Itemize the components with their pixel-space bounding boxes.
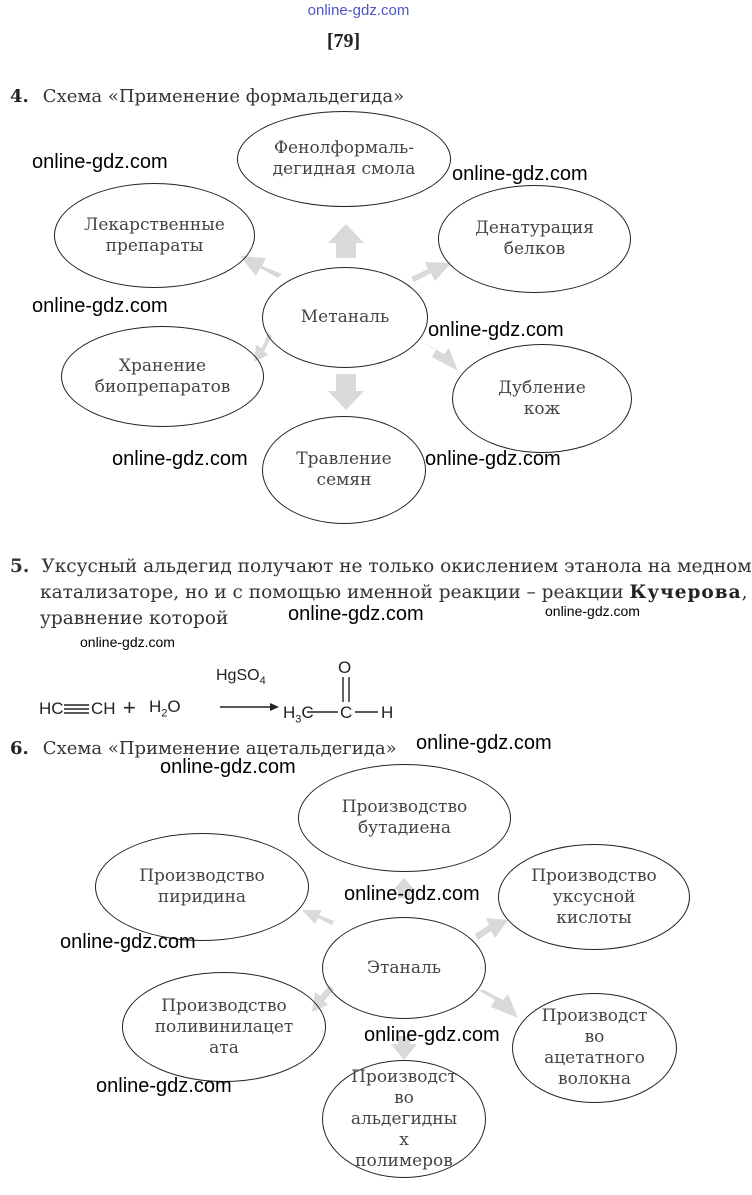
product-ch3 bbox=[283, 703, 314, 725]
kucherov-name: Кучерова bbox=[629, 582, 742, 603]
node-polymers-line-5: полимеров bbox=[355, 1150, 453, 1171]
node-acetic-acid bbox=[498, 844, 690, 950]
watermark: online-gdz.com bbox=[364, 1024, 500, 1046]
node-butadiene bbox=[298, 764, 511, 872]
node-medicine-line-2: препараты bbox=[105, 235, 204, 256]
plus-sign: + bbox=[123, 695, 136, 720]
reaction-arrow-head bbox=[270, 703, 279, 711]
node-phenol-resin bbox=[237, 111, 451, 207]
ch3-h: H bbox=[283, 703, 296, 722]
center-methanal bbox=[262, 267, 428, 368]
node-aldehyde-polymers bbox=[322, 1060, 486, 1178]
node-seeds-line-1: Травление bbox=[296, 449, 392, 469]
task5-line-2: катализаторе, но и с помощью именной реакции – реакции bbox=[40, 582, 630, 603]
task5-number: 5. bbox=[10, 556, 30, 577]
watermark: online-gdz.com bbox=[32, 295, 168, 317]
task6-number: 6. bbox=[10, 738, 29, 759]
node-storage-line-2: биопрепаратов bbox=[94, 376, 231, 397]
node-polymers-line-2: во bbox=[394, 1087, 414, 1108]
task4-title: Схема «Применение формальдегида» bbox=[42, 86, 405, 107]
watermark: online-gdz.com bbox=[428, 319, 564, 341]
node-seeds-line-2: семян bbox=[316, 470, 372, 490]
watermark: online-gdz.com bbox=[344, 883, 480, 905]
node-pyridine-line-1: Производство bbox=[139, 866, 265, 886]
watermark: online-gdz.com bbox=[425, 448, 561, 470]
node-pva-line-3: ата bbox=[209, 1037, 239, 1058]
ch3-sub: 3 bbox=[295, 713, 302, 726]
node-acetic-line-3: кислоты bbox=[556, 907, 632, 928]
water-o: O bbox=[167, 697, 181, 716]
page-number: [79] bbox=[326, 30, 361, 52]
catalyst-sub: 4 bbox=[259, 675, 266, 688]
node-fiber-line-1: Производст bbox=[541, 1006, 648, 1026]
node-tanning-line-2: кож bbox=[523, 398, 561, 419]
catalyst-text: HgSO bbox=[216, 667, 260, 684]
node-pva-line-2: поливинилацет bbox=[154, 1016, 294, 1037]
watermark: online-gdz.com bbox=[112, 448, 248, 470]
arrow-to-fiber bbox=[478, 990, 518, 1018]
node-medicine bbox=[54, 183, 255, 288]
node-pyridine-line-2: пиридина bbox=[157, 887, 247, 907]
node-acetic-line-1: Производство bbox=[531, 865, 657, 886]
watermark: online-gdz.com bbox=[60, 931, 196, 953]
node-storage-line-1: Хранение bbox=[118, 355, 207, 376]
water-sub: 2 bbox=[161, 707, 168, 720]
node-tanning bbox=[452, 344, 632, 453]
watermark: online-gdz.com bbox=[288, 603, 424, 625]
watermark: online-gdz.com bbox=[416, 732, 552, 754]
node-polymers-line-1: Производст bbox=[351, 1066, 457, 1087]
node-denaturation-line-1: Денатурация bbox=[475, 218, 594, 238]
node-denaturation bbox=[438, 185, 631, 293]
node-pyridine bbox=[95, 833, 309, 941]
node-pva bbox=[122, 972, 326, 1082]
arrow-to-tanning bbox=[422, 342, 458, 371]
node-seeds bbox=[262, 416, 426, 524]
node-fiber-line-3: ацетатного bbox=[544, 1048, 645, 1068]
reactant-hc: HC bbox=[39, 699, 64, 718]
task6-title: Схема «Применение ацетальдегида» bbox=[42, 738, 397, 759]
node-tanning-line-1: Дубление bbox=[498, 377, 586, 398]
node-acetate-fiber bbox=[512, 993, 677, 1103]
watermark: online-gdz.com bbox=[545, 603, 640, 619]
center-ethanal-label: Этаналь bbox=[366, 957, 442, 978]
arrow-to-acetic bbox=[475, 918, 508, 940]
watermark: online-gdz.com bbox=[160, 756, 296, 778]
catalyst bbox=[216, 667, 266, 687]
node-phenol-line-2: дегидная смола bbox=[272, 159, 416, 179]
node-storage bbox=[61, 326, 264, 427]
task4-number: 4. bbox=[10, 86, 29, 107]
node-denaturation-line-2: белков bbox=[503, 239, 566, 259]
watermark: online-gdz.com bbox=[80, 634, 175, 650]
watermark: online-gdz.com bbox=[32, 151, 168, 173]
reactant-ch: CH bbox=[91, 699, 116, 718]
arrow-to-denaturation bbox=[411, 262, 451, 282]
arrow-to-phenol bbox=[328, 224, 364, 258]
node-butadiene-line-2: бутадиена bbox=[357, 818, 452, 838]
watermark: online-gdz.com bbox=[96, 1075, 232, 1097]
node-butadiene-line-1: Производство bbox=[341, 797, 468, 817]
arrow-to-seeds bbox=[328, 374, 364, 410]
arrow-to-pyridine bbox=[302, 910, 334, 925]
node-medicine-line-1: Лекарственные bbox=[84, 214, 225, 235]
node-polymers-line-3: альдегидны bbox=[350, 1108, 458, 1129]
node-phenol-line-1: Фенолформаль- bbox=[273, 138, 415, 158]
center-ethanal bbox=[322, 917, 486, 1019]
product-h: H bbox=[381, 703, 394, 722]
task5-line-3: уравнение которой bbox=[40, 608, 229, 629]
node-fiber-line-4: волокна bbox=[558, 1069, 631, 1089]
water bbox=[149, 697, 181, 719]
arrow-to-medicine bbox=[240, 256, 282, 278]
product-carbonyl-c: C bbox=[340, 703, 353, 722]
node-pva-line-1: Производство bbox=[161, 995, 287, 1016]
water-h: H bbox=[149, 697, 162, 716]
ch3-c: C bbox=[301, 703, 314, 722]
node-acetic-line-2: уксусной bbox=[552, 886, 636, 907]
node-polymers-line-4: х bbox=[399, 1129, 409, 1150]
center-methanal-label: Метаналь bbox=[300, 307, 390, 327]
kucherov-suffix: , bbox=[741, 582, 748, 603]
top-watermark: online-gdz.com bbox=[307, 2, 410, 19]
watermark: online-gdz.com bbox=[452, 163, 588, 185]
product-oxygen: O bbox=[338, 658, 352, 677]
node-fiber-line-2: во bbox=[584, 1027, 605, 1047]
task5-line-1: Уксусный альдегид получают не только окислением этанола на медном bbox=[41, 556, 752, 577]
